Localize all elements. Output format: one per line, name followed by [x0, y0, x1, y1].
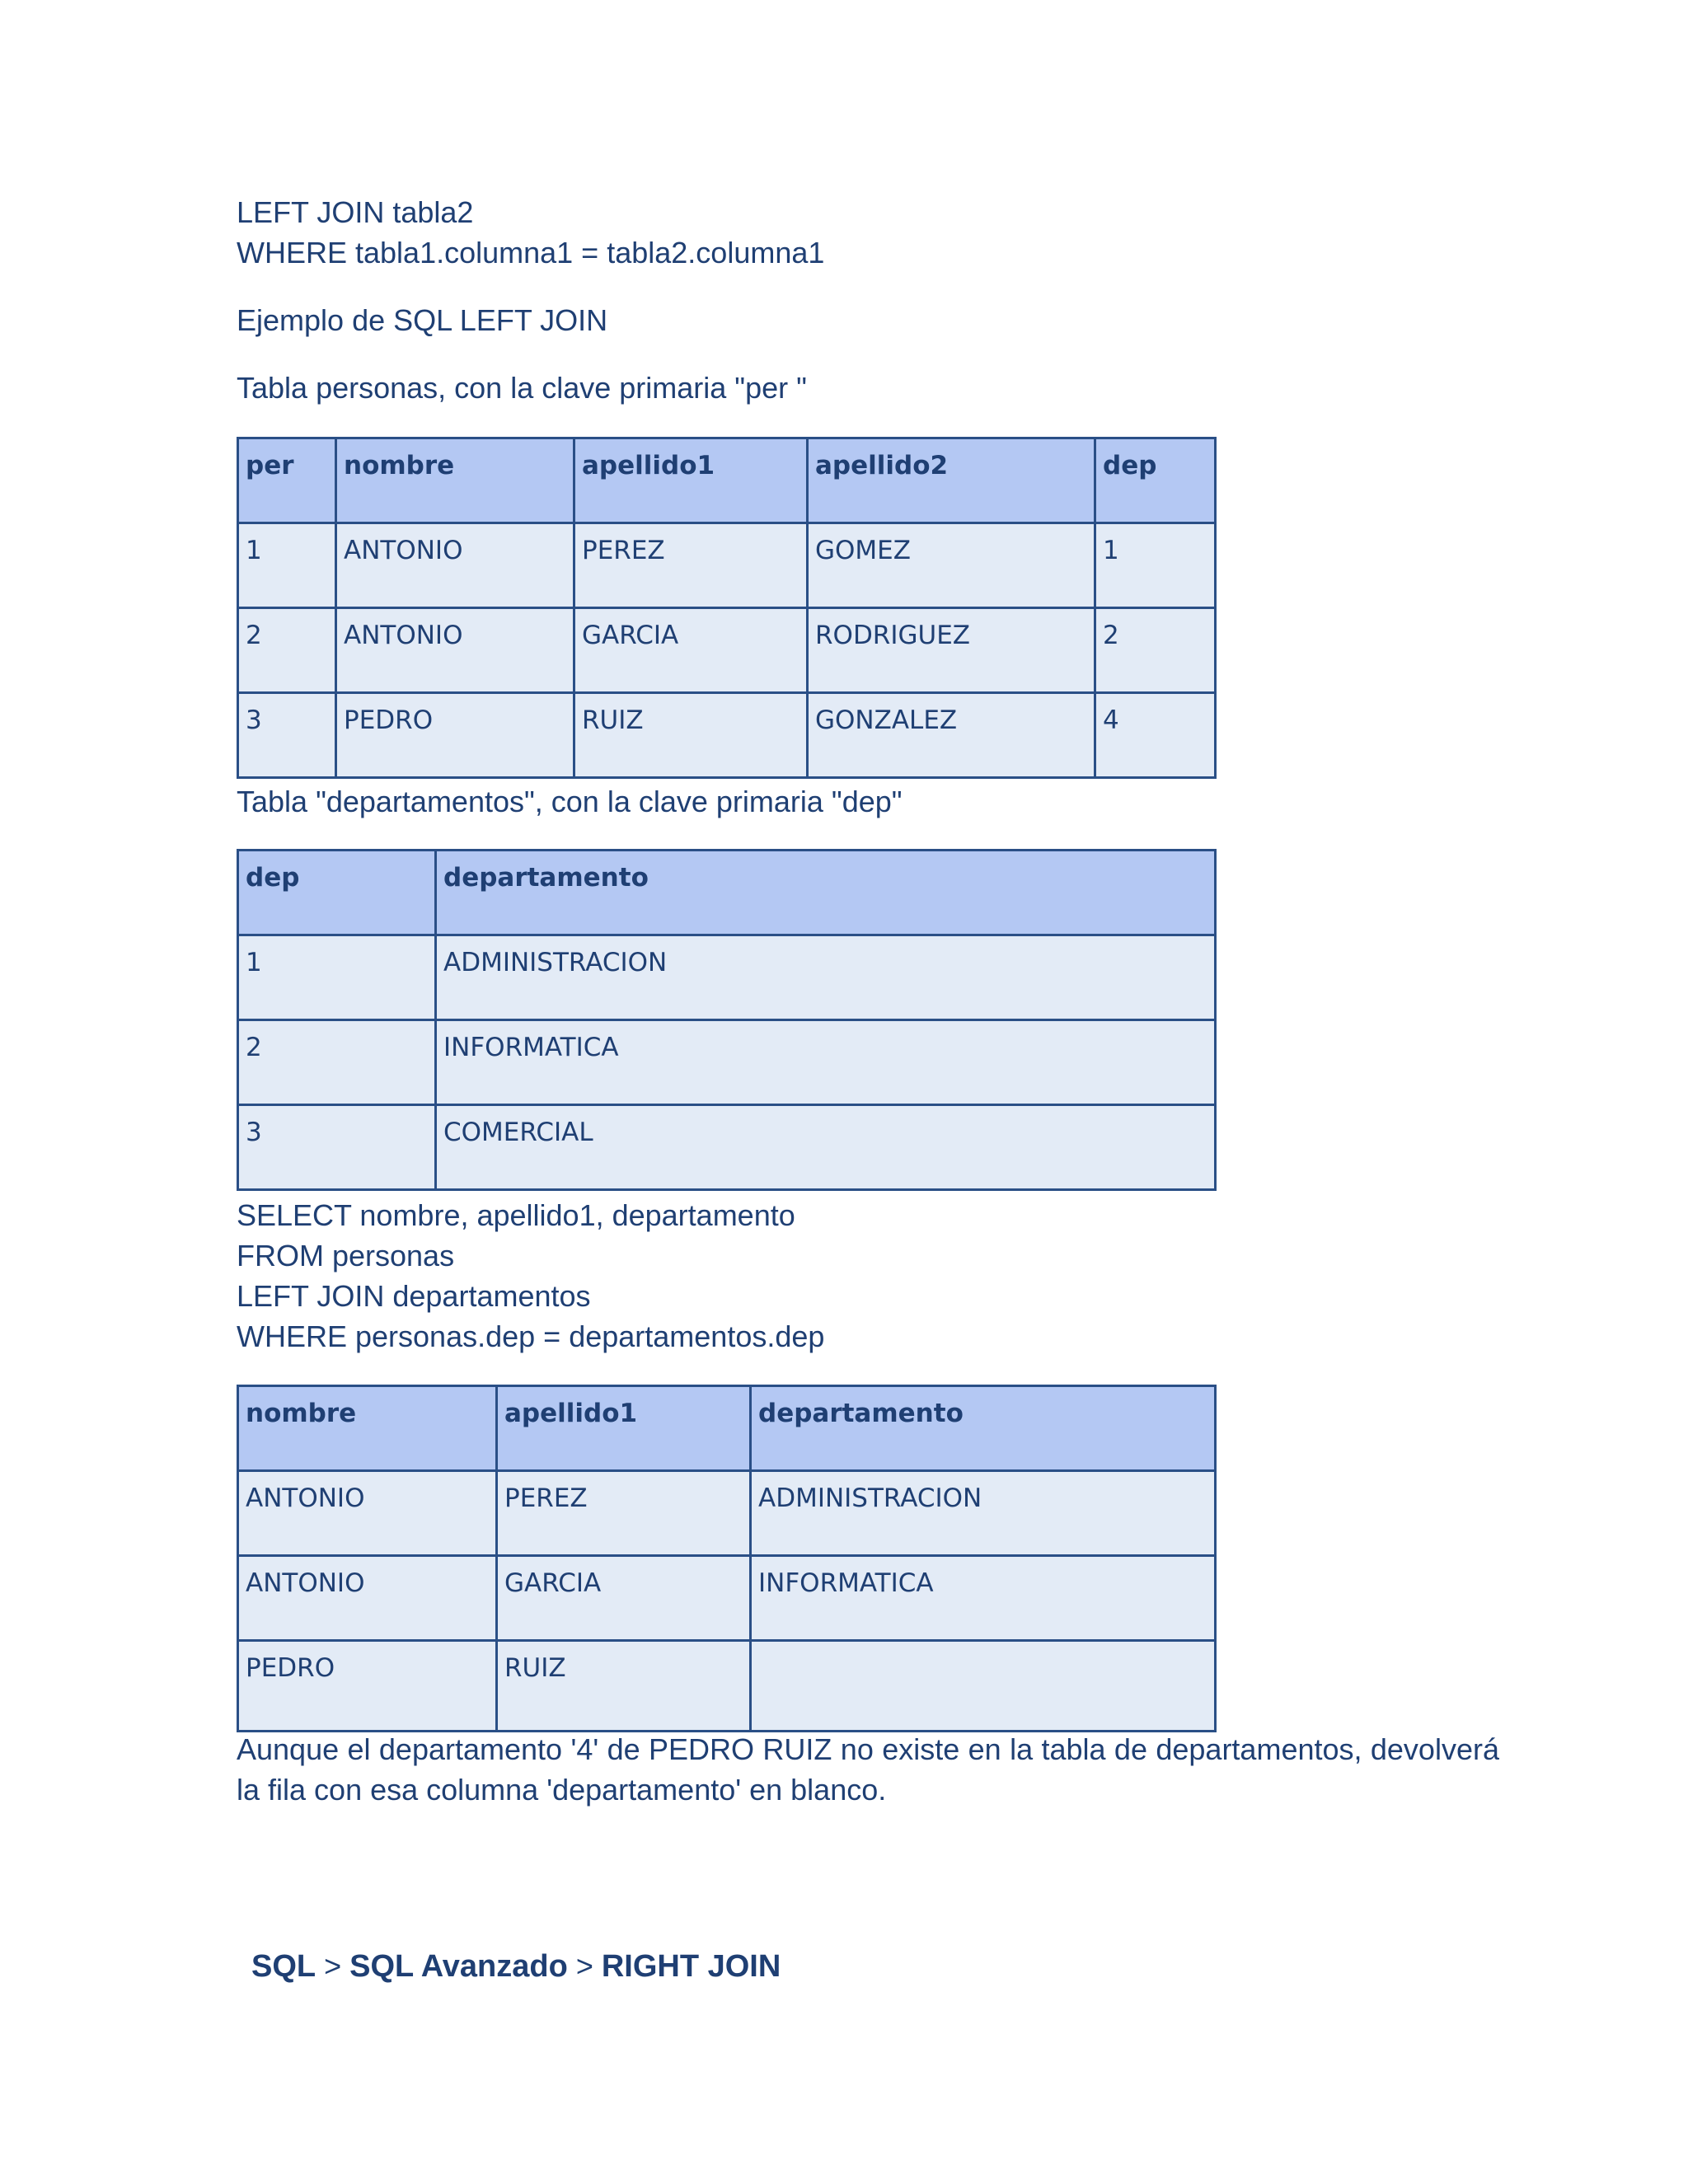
table-cell: 1	[238, 523, 336, 608]
table-row	[238, 1105, 1216, 1190]
personas-table	[237, 437, 1217, 779]
table-cell: PEDRO	[336, 693, 574, 778]
table-cell: 1	[238, 935, 436, 1020]
table-cell: PEREZ	[574, 523, 808, 608]
column-header: dep	[1095, 438, 1216, 523]
table-cell: COMERCIAL	[436, 1105, 1216, 1190]
table-row	[238, 935, 1216, 1020]
result-table	[237, 1385, 1217, 1732]
table-cell: 3	[238, 1105, 436, 1190]
table-cell: GARCIA	[497, 1556, 751, 1641]
table-cell: GARCIA	[574, 608, 808, 693]
table-row	[238, 693, 1216, 778]
column-header: departamento	[751, 1386, 1216, 1471]
table-cell: INFORMATICA	[751, 1556, 1216, 1641]
table-cell: PEDRO	[238, 1641, 497, 1732]
query-line: LEFT JOIN departamentos	[237, 1279, 591, 1313]
table-cell: 2	[1095, 608, 1216, 693]
table-cell: PEREZ	[497, 1471, 751, 1556]
table-cell: INFORMATICA	[436, 1020, 1216, 1105]
table-row	[238, 1556, 1216, 1641]
table-cell: 4	[1095, 693, 1216, 778]
query-line: WHERE personas.dep = departamentos.dep	[237, 1319, 825, 1353]
intro-line: WHERE tabla1.columna1 = tabla2.columna1	[237, 236, 825, 269]
table-header-row	[238, 1386, 1216, 1471]
breadcrumb-link-right-join[interactable]: RIGHT JOIN	[601, 1949, 781, 1984]
intro-line: LEFT JOIN tabla2	[237, 195, 474, 229]
table-cell: 2	[238, 608, 336, 693]
table-cell: RUIZ	[574, 693, 808, 778]
table-cell: ANTONIO	[336, 523, 574, 608]
table-cell: ANTONIO	[238, 1471, 497, 1556]
table-cell: GOMEZ	[808, 523, 1095, 608]
departamentos-table	[237, 849, 1217, 1191]
column-header: apellido1	[497, 1386, 751, 1471]
table-cell	[751, 1641, 1216, 1732]
table-cell: 1	[1095, 523, 1216, 608]
table-header-row	[238, 438, 1216, 523]
table-cell: RUIZ	[497, 1641, 751, 1732]
table-row	[238, 523, 1216, 608]
table-cell: RODRIGUEZ	[808, 608, 1095, 693]
query-line: FROM personas	[237, 1239, 455, 1272]
table-row	[238, 1471, 1216, 1556]
breadcrumb	[251, 1949, 781, 1985]
table-cell: ANTONIO	[238, 1556, 497, 1641]
table-row	[238, 608, 1216, 693]
table-cell: ADMINISTRACION	[751, 1471, 1216, 1556]
query-line: SELECT nombre, apellido1, departamento	[237, 1198, 795, 1232]
column-header: dep	[238, 851, 436, 935]
table-row	[238, 1641, 1216, 1732]
table-cell: 3	[238, 693, 336, 778]
column-header: nombre	[238, 1386, 497, 1471]
table-cell: 2	[238, 1020, 436, 1105]
column-header: nombre	[336, 438, 574, 523]
explanation-paragraph: Aunque el departamento '4' de PEDRO RUIZ no existe en la tabla de departamentos, devolverá la fila con esa columna 'departamento' en blanco.	[237, 1732, 1499, 1807]
table-header-row	[238, 851, 1216, 935]
personas-caption: Tabla personas, con la clave primaria "per "	[237, 371, 807, 405]
table-cell: GONZALEZ	[808, 693, 1095, 778]
table-cell: ADMINISTRACION	[436, 935, 1216, 1020]
column-header: apellido2	[808, 438, 1095, 523]
column-header: apellido1	[574, 438, 808, 523]
table-row	[238, 1020, 1216, 1105]
breadcrumb-link-sql-avanzado[interactable]: SQL Avanzado	[349, 1949, 568, 1984]
breadcrumb-link-sql[interactable]: SQL	[251, 1949, 316, 1984]
column-header: departamento	[436, 851, 1216, 935]
departamentos-caption: Tabla "departamentos", con la clave primaria "dep"	[237, 785, 903, 818]
column-header: per	[238, 438, 336, 523]
table-cell: ANTONIO	[336, 608, 574, 693]
breadcrumb-separator: >	[324, 1949, 342, 1983]
example-heading: Ejemplo de SQL LEFT JOIN	[237, 303, 608, 337]
breadcrumb-separator: >	[575, 1949, 593, 1983]
